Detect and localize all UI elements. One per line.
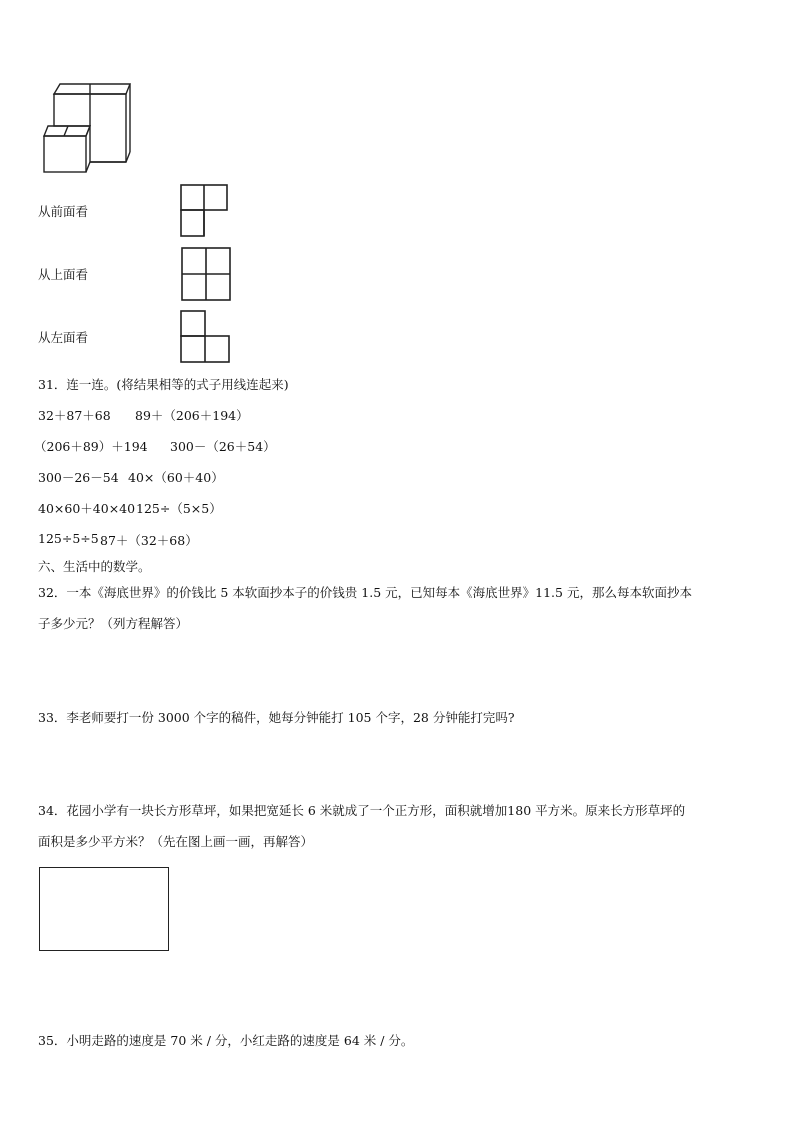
- q32-line-2: 子多少元？（列方程解答）: [38, 616, 189, 631]
- top-view-shape: [180, 246, 232, 302]
- q31-row-4-left[interactable]: 40×60＋40×40: [38, 501, 136, 516]
- view-label-left: 从左面看: [38, 330, 89, 345]
- cube-figure: [38, 82, 130, 174]
- q31-row-2-right[interactable]: 300－（26＋54）: [170, 439, 276, 454]
- q31-row-5-left[interactable]: 125÷5÷5: [38, 531, 99, 546]
- q31-row-4-right[interactable]: 125÷（5×5）: [136, 501, 222, 516]
- left-view-shape: [180, 310, 232, 364]
- view-label-front: 从前面看: [38, 204, 89, 219]
- view-label-top: 从上面看: [38, 267, 89, 282]
- q34-line-1: 34．花园小学有一块长方形草坪，如果把宽延长 6 米就成了一个正方形，面积就增加180 平方米。原来长方形草坪的: [38, 803, 686, 818]
- q31-row-2-left[interactable]: （206＋89）＋194: [34, 439, 148, 454]
- q33-text: 33．李老师要打一份 3000 个字的稿件，她每分钟能打 105 个字，28 分钟能打完吗?: [38, 710, 515, 725]
- q31-row-1-left[interactable]: 32＋87＋68: [38, 408, 111, 423]
- q32-line-1: 32．一本《海底世界》的价钱比 5 本软面抄本子的价钱贵 1.5 元，已知每本《海底世界》11.5 元，那么每本软面抄本: [38, 585, 692, 600]
- q31-row-3-right[interactable]: 40×（60＋40）: [128, 470, 224, 485]
- q34-line-2: 面积是多少平方米？（先在图上画一画，再解答）: [38, 834, 314, 849]
- q31-row-5-right[interactable]: 87＋（32＋68）: [100, 533, 198, 548]
- q35-text: 35．小明走路的速度是 70 米 / 分，小红走路的速度是 64 米 / 分。: [38, 1033, 414, 1048]
- q31-row-1-right[interactable]: 89＋（206＋194）: [135, 408, 249, 423]
- q31-row-3-left[interactable]: 300－26－54: [38, 470, 119, 485]
- lawn-rectangle[interactable]: [39, 867, 169, 951]
- q31-title: 31．连一连。(将结果相等的式子用线连起来): [38, 377, 289, 392]
- section-6-heading: 六、生活中的数学。: [38, 559, 151, 574]
- front-view-shape: [180, 184, 230, 238]
